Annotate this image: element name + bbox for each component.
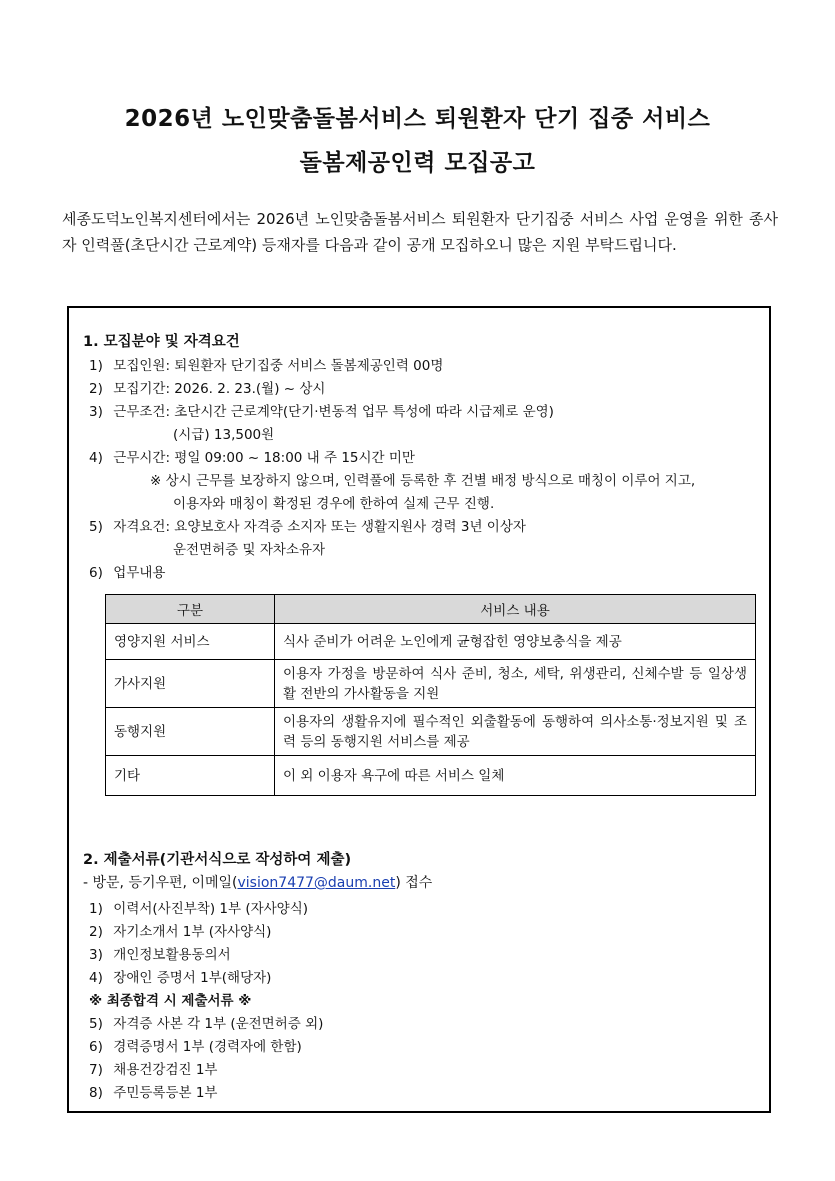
submission-method xyxy=(83,872,432,892)
item-text: 자격증 사본 각 1부 (운전면허증 외) xyxy=(113,1016,324,1032)
intro-paragraph: 세종도덕노인복지센터에서는 2026년 노인맞춤돌봄서비스 퇴원환자 단기집중 서비스 사업 운영을 위한 종사자 인력풀(초단시간 근로계약) 등재자를 다음과 같이 공개 모집하오니 많은 지원 부탁드립니다. xyxy=(62,210,778,254)
section1-heading: 1. 모집분야 및 자격요건 xyxy=(83,334,240,350)
item-text: 경력증명서 1부 (경력자에 한함) xyxy=(113,1039,302,1055)
item-number: 2) xyxy=(89,924,103,940)
item-number: 5) xyxy=(89,519,103,535)
qualifications xyxy=(89,515,526,535)
recruit-count xyxy=(89,354,443,374)
table-cell: 동행지원 xyxy=(106,708,275,756)
item-number: 3) xyxy=(89,404,103,420)
doc-item xyxy=(89,1035,302,1055)
column-header: 구분 xyxy=(106,595,275,624)
item-text: 모집기간: 2026. 2. 23.(월) ~ 상시 xyxy=(113,381,326,397)
item-text: 장애인 증명서 1부(해당자) xyxy=(113,970,272,986)
item-text: 모집인원: 퇴원환자 단기집중 서비스 돌봄제공인력 00명 xyxy=(113,358,444,374)
doc-item xyxy=(89,1058,217,1078)
item-number: 7) xyxy=(89,1062,103,1078)
table-cell: 기타 xyxy=(106,756,275,796)
item-text: 개인정보활용동의서 xyxy=(113,947,231,963)
item-number: 3) xyxy=(89,947,103,963)
item-text: 근무시간: 평일 09:00 ~ 18:00 내 주 15시간 미만 xyxy=(113,450,415,466)
doc-item xyxy=(89,920,271,940)
column-header: 서비스 내용 xyxy=(275,595,756,624)
item-number: 8) xyxy=(89,1085,103,1101)
work-note-line2: 이용자와 매칭이 확정된 경우에 한하여 실제 근무 진행. xyxy=(173,496,495,512)
item-text: 업무내용 xyxy=(113,565,166,581)
qualification-license: 운전면허증 및 자차소유자 xyxy=(173,542,326,558)
item-number: 4) xyxy=(89,970,103,986)
method-text: ) 접수 xyxy=(395,875,433,891)
item-text: 주민등록등본 1부 xyxy=(113,1085,218,1101)
doc-item xyxy=(89,966,271,986)
item-number: 4) xyxy=(89,450,103,466)
item-number: 6) xyxy=(89,565,103,581)
table-cell: 이 외 이용자 욕구에 따른 서비스 일체 xyxy=(275,756,756,796)
hourly-wage: (시급) 13,500원 xyxy=(173,427,275,443)
method-text: - 방문, 등기우편, 이메일( xyxy=(83,875,238,891)
item-number: 1) xyxy=(89,358,103,374)
page-title: 2026년 노인맞춤돌봄서비스 퇴원환자 단기 집중 서비스 xyxy=(124,106,711,132)
table-cell: 이용자 가정을 방문하여 식사 준비, 청소, 세탁, 위생관리, 신체수발 등 일상생활 전반의 가사활동을 지원 xyxy=(275,660,756,708)
doc-item xyxy=(89,1012,323,1032)
table-cell: 영양지원 서비스 xyxy=(106,624,275,660)
table-cell: 이용자의 생활유지에 필수적인 외출활동에 동행하여 의사소통·정보지원 및 조력 등의 동행지원 서비스를 제공 xyxy=(275,708,756,756)
work-note-line1: ※ 상시 근무를 보장하지 않으며, 인력풀에 등록한 후 건별 배정 방식으로 매칭이 이루어 지고, xyxy=(150,473,696,489)
table-cell: 가사지원 xyxy=(106,660,275,708)
item-text: 근무조건: 초단시간 근로계약(단기·변동적 업무 특성에 따라 시급제로 운영) xyxy=(113,404,554,420)
final-docs-heading: ※ 최종합격 시 제출서류 ※ xyxy=(89,993,252,1009)
job-duties xyxy=(89,561,165,581)
table-row xyxy=(106,624,756,660)
item-text: 자기소개서 1부 (자사양식) xyxy=(113,924,272,940)
doc-item xyxy=(89,1081,217,1101)
page-subtitle: 돌봄제공인력 모집공고 xyxy=(299,150,536,176)
item-number: 2) xyxy=(89,381,103,397)
email-link[interactable]: vision7477@daum.net xyxy=(237,875,396,891)
table-row xyxy=(106,708,756,756)
item-text: 자격요건: 요양보호사 자격증 소지자 또는 생활지원사 경력 3년 이상자 xyxy=(113,519,526,535)
recruit-period xyxy=(89,377,325,397)
service-table xyxy=(105,594,756,796)
table-row xyxy=(106,660,756,708)
work-hours xyxy=(89,446,415,466)
item-number: 1) xyxy=(89,901,103,917)
doc-item xyxy=(89,897,308,917)
work-conditions xyxy=(89,400,554,420)
item-number: 6) xyxy=(89,1039,103,1055)
notice-box xyxy=(67,306,771,1113)
table-cell: 식사 준비가 어려운 노인에게 균형잡힌 영양보충식을 제공 xyxy=(275,624,756,660)
item-text: 채용건강검진 1부 xyxy=(113,1062,218,1078)
item-number: 5) xyxy=(89,1016,103,1032)
section2-heading: 2. 제출서류(기관서식으로 작성하여 제출) xyxy=(83,852,352,868)
table-header-row xyxy=(106,595,756,624)
doc-item xyxy=(89,943,231,963)
item-text: 이력서(사진부착) 1부 (자사양식) xyxy=(113,901,309,917)
table-row xyxy=(106,756,756,796)
